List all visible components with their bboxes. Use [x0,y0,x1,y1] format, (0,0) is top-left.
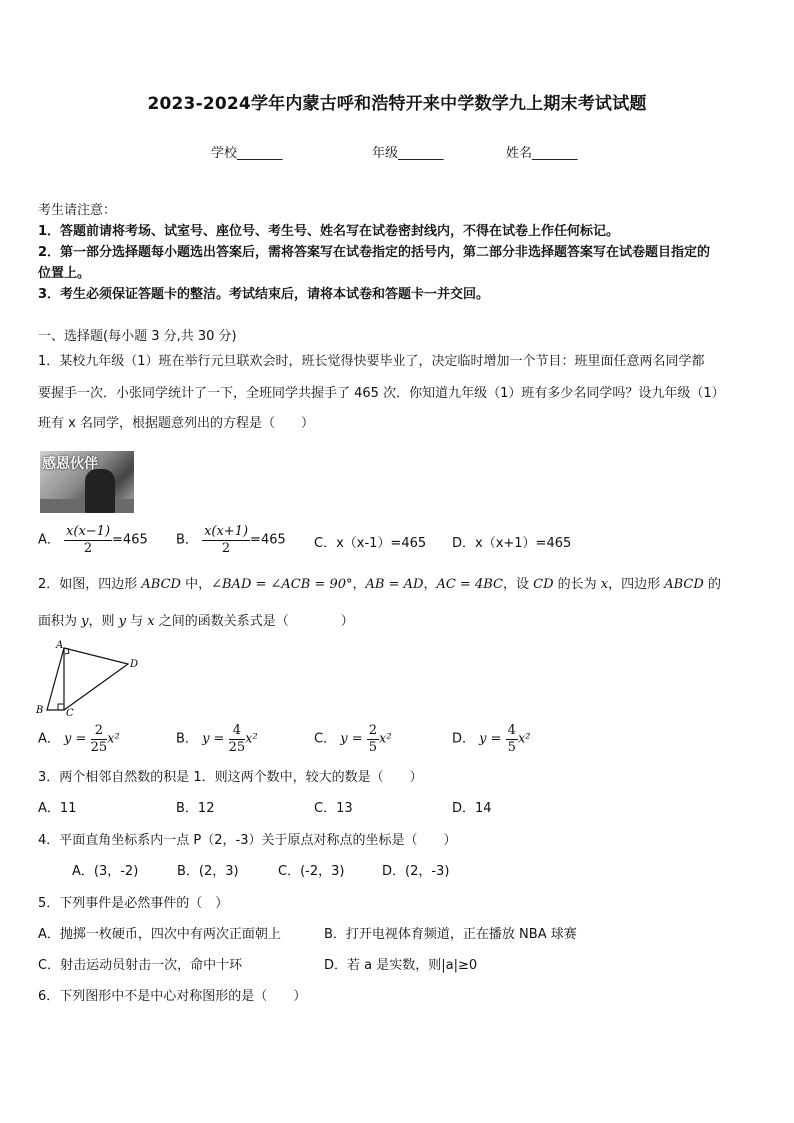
q1-option-a-label: A． [38,532,60,548]
q2-d-lhs: y = [479,731,502,747]
q4-stem: 4．平面直角坐标系内一点 P（2，-3）关于原点对称点的坐标是（ ） [38,833,457,848]
q1-b-tail: =465 [250,532,286,548]
q2-a-rhs: x² [107,731,120,747]
q2-l2-m2: y [118,614,126,629]
q5-option-b: B．打开电视体育频道，正在播放 NBA 球赛 [324,927,577,942]
q1-a-numerator: x(x−1) [66,524,111,539]
q2-c-lhs: y = [340,731,363,747]
q2-c-label: C． [314,731,337,747]
q1-option-a [38,524,148,557]
q2-l1-t6: ，四边形 [608,577,665,592]
q2-a-denominator: 25 [90,740,108,755]
q2-b-fraction [229,723,246,756]
q6-stem: 6．下列图形中不是中心对称图形的是（ ） [38,989,307,1004]
q2-l1-m7: ABCD [664,577,704,592]
q2-c-rhs: x² [379,731,392,747]
q2-l1-m4: AC = 4BC [436,577,503,592]
q1-option-c: C．x（x-1）=465 [314,536,427,551]
q2-d-rhs: x² [517,731,531,747]
q4-option-b: B．(2，3) [177,864,239,879]
q2-b-denominator: 25 [228,740,246,755]
q3-option-c: C．13 [314,801,353,816]
grade-field: 年级_______ [372,146,444,161]
vertex-a-label: A [56,640,64,651]
q1-line-1: 1．某校九年级（1）班在举行元旦联欢会时，班长觉得快要毕业了，决定临时增加一个节目：班里面任意两名同学都 [38,354,705,369]
q2-l1-m5: CD [533,577,554,592]
q1-a-tail: =465 [112,532,148,548]
q2-l2-m1: y [81,614,89,629]
q2-c-denominator: 5 [368,740,378,755]
notice-item-2-cont: 位置上。 [38,266,91,281]
q1-line-2: 要握手一次．小张同学统计了一下，全班同学共握手了 465 次．你知道九年级（1）班有多少名同学吗？设九年级（1） [38,386,725,401]
q4-option-c: C．(-2，3) [278,864,345,879]
q2-option-d [452,723,531,756]
notice-heading: 考生请注意： [38,203,117,218]
q2-line-1 [38,577,721,593]
q2-option-b [176,723,258,756]
q2-l2-pre: 面积为 [38,614,82,629]
q1-b-denominator: 2 [221,541,231,556]
q2-a-fraction [91,723,108,756]
notice-item-3: 3．考生必须保证答题卡的整洁。考试结束后，请将本试卷和答题卡一并交回。 [38,287,490,302]
q1-photo [40,451,134,513]
q2-l1-t4: ，设 [502,577,534,592]
vertex-b-label: B [36,705,44,716]
q2-c-numerator: 2 [368,723,378,738]
q3-option-a: A．11 [38,801,77,816]
q2-l1-m1: ABCD [141,577,181,592]
q2-b-numerator: 4 [229,723,246,740]
q5-option-c: C．射击运动员射击一次，命中十环 [38,958,243,973]
page-title: 2023-2024学年内蒙古呼和浩特开来中学数学九上期末考试试题 [147,94,647,114]
q2-l1-t1: 中， [180,577,212,592]
q1-option-b-fraction [202,524,250,557]
q1-option-d: D．x（x+1）=465 [452,536,572,551]
q2-b-lhs: y = [202,731,225,747]
q2-d-numerator: 4 [507,723,516,738]
q2-d-label: D． [452,731,476,747]
q2-l1-m2: ∠BAD = ∠ACB = 90° [211,577,353,592]
q3-option-d: D．14 [452,801,492,816]
q2-l2-t1: ，则 [88,614,119,629]
q2-l2-t2: 与 [126,614,148,629]
photo-caption: 感恩伙伴 [42,456,98,472]
q5-option-a: A．抛掷一枚硬币，四次中有两次正面朝上 [38,927,281,942]
right-angle-c [58,704,64,710]
q1-option-b [176,524,286,557]
q2-l1-m6: x [600,577,609,592]
q2-option-a [38,723,120,756]
q4-option-d: D．(2，-3) [382,864,450,879]
q5-stem: 5．下列事件是必然事件的（ ） [38,896,229,911]
q2-a-lhs: y = [64,731,87,747]
name-field: 姓名_______ [506,146,578,161]
vertex-c-label: C [66,708,74,719]
q2-l1-t3: ， [423,577,437,592]
q1-b-numerator: x(x+1) [204,524,249,539]
q1-option-a-fraction [64,524,112,557]
q2-b-rhs: x² [245,731,258,747]
school-field: 学校_______ [211,146,283,161]
q2-l1-pre: 2．如图，四边形 [38,577,142,592]
q1-a-denominator: 2 [83,541,93,556]
q2-l1-t7: 的 [703,577,721,592]
q2-c-fraction [367,723,379,756]
q1-line-3: 班有 x 名同学，根据题意列出的方程是（ ） [38,416,314,431]
q2-l1-t2: ， [352,577,366,592]
q2-line-2 [38,614,354,630]
q2-l2-m3: x [147,614,155,629]
q2-l2-t3: 之间的函数关系式是（ ） [154,614,354,629]
q1-option-b-label: B． [176,532,198,548]
q2-figure [34,640,144,720]
q2-b-label: B． [176,731,198,747]
quadrilateral-abcd [47,648,128,710]
q2-l1-m3: AB = AD [365,577,424,592]
q2-a-numerator: 2 [91,723,108,740]
notice-item-2: 2．第一部分选择题每小题选出答案后，需将答案写在试卷指定的括号内，第二部分非选择题答案写在试卷题目指定的 [38,245,711,260]
q3-stem: 3．两个相邻自然数的积是 1．则这两个数中，较大的数是（ ） [38,770,423,785]
q3-option-b: B．12 [176,801,215,816]
q5-option-d: D．若 a 是实数，则|a|≥0 [324,958,478,973]
notice-item-1: 1．答题前请将考场、试室号、座位号、考生号、姓名写在试卷密封线内，不得在试卷上作任何标记。 [38,224,620,239]
q2-d-fraction [506,723,518,756]
photo-figure [85,469,115,513]
q2-a-label: A． [38,731,60,747]
q2-l1-t5: 的长为 [553,577,601,592]
section-heading: 一、选择题(每小题 3 分,共 30 分) [38,329,237,344]
q4-option-a: A．(3，-2) [72,864,139,879]
vertex-d-label: D [130,659,139,670]
q2-option-c [314,723,392,756]
q2-d-denominator: 5 [507,740,516,755]
